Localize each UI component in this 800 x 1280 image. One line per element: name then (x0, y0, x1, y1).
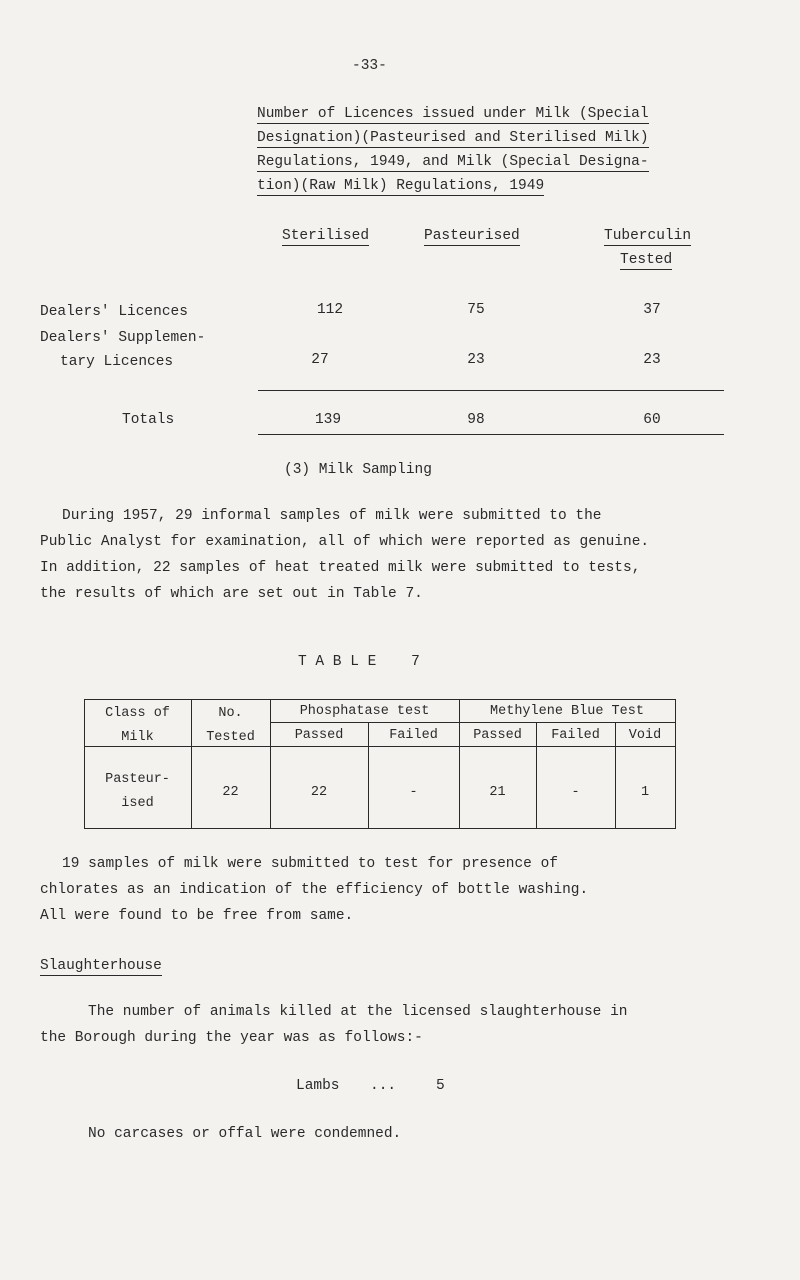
value-pasteurised: 75 (467, 302, 485, 318)
heading-line-1: Number of Licences issued under Milk (Special (257, 106, 649, 122)
header-class-line-1: Class of (105, 706, 170, 721)
cell-phos-failed: - (409, 785, 418, 800)
row-class-line-2: ised (121, 796, 154, 811)
item-value: 5 (436, 1078, 445, 1094)
row-label-line-2: tary Licences (60, 354, 174, 370)
heading-line-3: Regulations, 1949, and Milk (Special Designa- (257, 154, 649, 170)
totals-bottom-rule (258, 434, 724, 435)
value-sterilised: 27 (311, 352, 329, 368)
header-mb-passed: Passed (473, 728, 522, 743)
table-rule-right (675, 699, 676, 829)
col-tested: Tested (620, 252, 673, 268)
slaughterhouse-heading: Slaughterhouse (40, 958, 162, 974)
header-methylene: Methylene Blue Test (490, 704, 644, 719)
header-phos-failed: Failed (389, 728, 438, 743)
paragraph-line: 19 samples of milk were submitted to test for presence of (62, 856, 558, 872)
totals-top-rule (258, 390, 724, 391)
paragraph-line: During 1957, 29 informal samples of milk were submitted to the (62, 508, 602, 524)
value-tuberculin: 60 (643, 412, 661, 428)
item-dots: ... (370, 1078, 397, 1094)
header-mb-void: Void (628, 728, 662, 743)
heading-line-4: tion)(Raw Milk) Regulations, 1949 (257, 178, 545, 194)
closing-statement: No carcases or offal were condemned. (88, 1126, 402, 1142)
row-class-line-1: Pasteur- (105, 772, 170, 787)
value-tuberculin: 23 (643, 352, 661, 368)
header-phos-passed: Passed (294, 728, 344, 743)
paragraph-line: the results of which are set out in Table 7. (40, 586, 423, 602)
table-header-rule (84, 746, 676, 747)
page-number: -33- (352, 58, 387, 74)
table-7-title: T A B L E 7 (298, 654, 420, 670)
paragraph-line: In addition, 22 samples of heat treated milk were submitted to tests, (40, 560, 641, 576)
row-label-line-1: Dealers' Supplemen- (40, 330, 206, 346)
cell-no-tested: 22 (222, 785, 239, 800)
header-no-line-1: No. (218, 706, 243, 721)
header-phosphatase: Phosphatase test (299, 704, 430, 719)
header-mb-failed: Failed (551, 728, 600, 743)
col-pasteurised: Pasteurised (424, 228, 520, 244)
item-label: Lambs (296, 1078, 340, 1094)
heading-line-2: Designation)(Pasteurised and Sterilised Milk) (257, 130, 649, 146)
paragraph-line: The number of animals killed at the licensed slaughterhouse in (88, 1004, 628, 1020)
value-sterilised: 112 (316, 302, 344, 318)
header-class-line-2: Milk (121, 730, 154, 745)
value-tuberculin: 37 (643, 302, 661, 318)
cell-mb-passed: 21 (489, 785, 506, 800)
value-sterilised: 139 (314, 412, 342, 428)
cell-phos-passed: 22 (310, 785, 328, 800)
value-pasteurised: 98 (467, 412, 485, 428)
row-label: Dealers' Licences (40, 304, 188, 320)
col-tuberculin: Tuberculin (604, 228, 692, 244)
col-sterilised: Sterilised (282, 228, 370, 244)
value-pasteurised: 23 (467, 352, 485, 368)
table-top-rule (84, 699, 676, 700)
header-no-line-2: Tested (206, 730, 255, 745)
paragraph-line: the Borough during the year was as follows:- (40, 1030, 423, 1046)
table-bottom-rule (84, 828, 676, 829)
paragraph-line: chlorates as an indication of the efficiency of bottle washing. (40, 882, 589, 898)
paragraph-line: Public Analyst for examination, all of which were reported as genuine. (40, 534, 650, 550)
paragraph-line: All were found to be free from same. (40, 908, 354, 924)
cell-mb-failed: - (571, 785, 580, 800)
row-label: Totals (122, 412, 175, 428)
milk-sampling-heading: (3) Milk Sampling (284, 462, 432, 478)
cell-mb-void: 1 (640, 785, 650, 800)
